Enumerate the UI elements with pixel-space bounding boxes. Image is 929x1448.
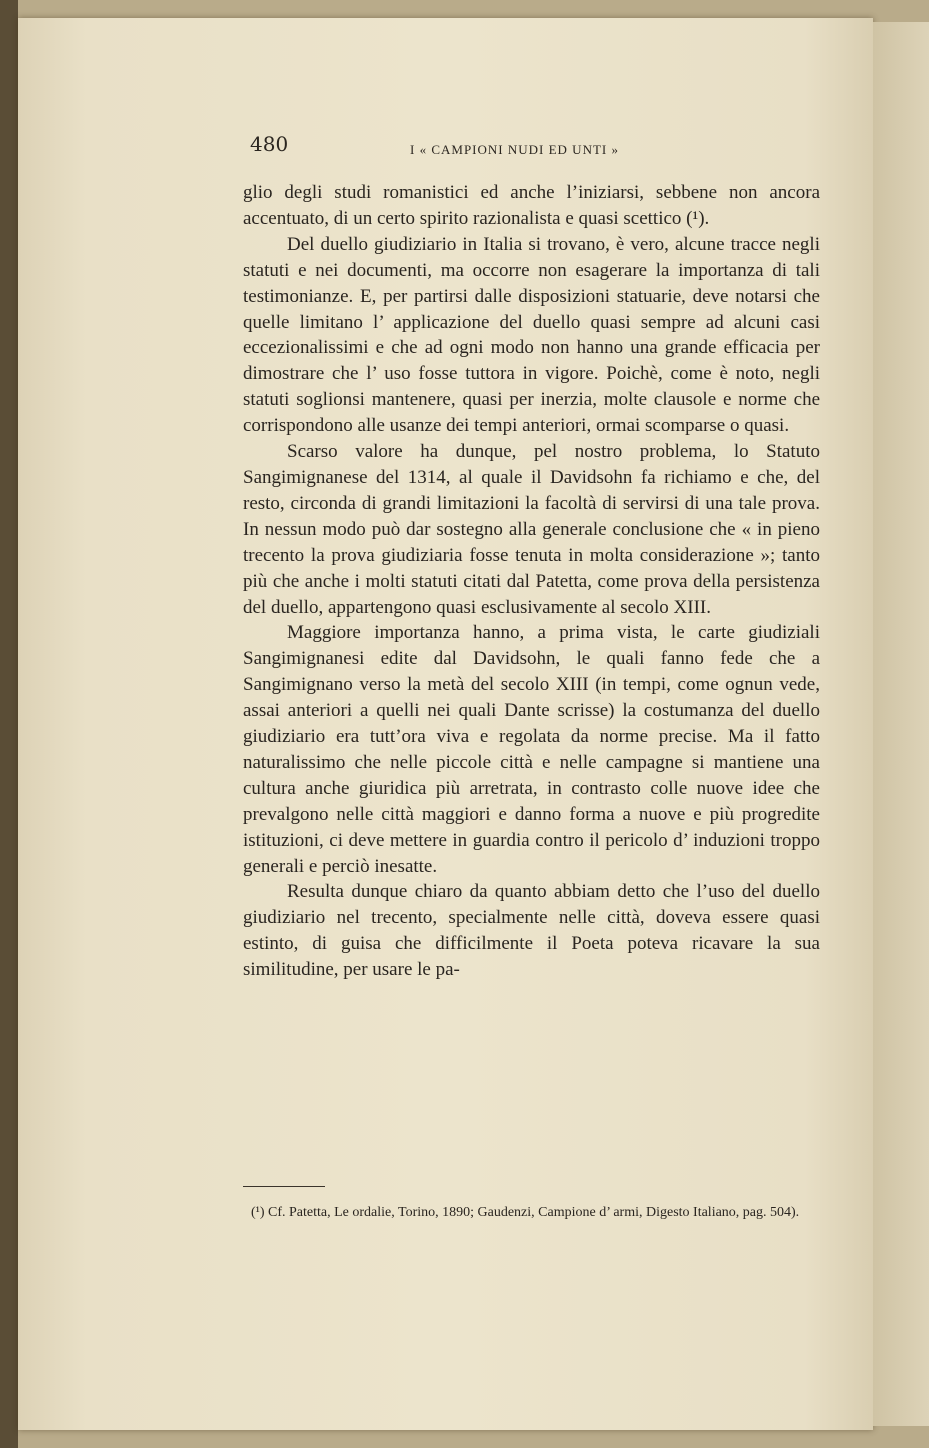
page-number: 480 [250,132,289,156]
page-header [250,132,720,158]
paragraph-3: Scarso valore ha dunque, pel nostro problema, lo Statuto Sangimignanese del 1314, al quale il Davidsohn fa richiamo e che, del resto, circonda di grandi limitazioni la facoltà di servirsi di una tale prova. In nessun modo può dar sostegno alla generale conclusione che « in pieno trecento la prova giudiziaria fosse tenuta in molta considerazione »; tanto più che anche i molti statuti citati dal Patetta, come prova della persistenza del duello, appartengono quasi esclusivamente al secolo XIII. [243,441,820,618]
paragraph-5: Resulta dunque chiaro da quanto abbiam detto che l’uso del duello giudiziario nel trecento, specialmente nelle città, doveva essere quasi estinto, di guisa che difficilmente il Poeta poteva ricavare la sua similitudine, per usare le pa- [243,881,820,981]
facing-page-edge [873,22,929,1426]
paragraph-2: Del duello giudiziario in Italia si trovano, è vero, alcune tracce negli statuti e nei documenti, ma occorre non esagerare la importanza di tali testimonianze. E, per partirsi dalle disposizioni statuarie, deve notarsi che quelle limitano l’ applicazione del duello quasi sempre ad alcuni casi eccezionalissimi e che ad ogni modo non hanno una grande efficacia per dimostrare che l’ uso fosse tuttora in vigore. Poichè, come è noto, negli statuti soglionsi mantenere, quasi per inerzia, molte clausole e norme che corrispondono alle usanze dei tempi anteriori, ormai scomparse o quasi. [243,233,820,437]
body-text [243,180,820,983]
scan-edge [0,0,18,1448]
footnote-divider [243,1186,325,1187]
paragraph-4: Maggiore importanza hanno, a prima vista, le carte giudiziali Sangimignanesi edite dal Davidsohn, le quali fanno fede che a Sangimignano verso la metà del secolo XIII (in tempi, come ognun vede, assai anteriori a quelli nei quali Dante scrisse) la costumanza del duello giudiziario era tutt’ora viva e regolata da norme precise. Ma il fatto naturalissimo che nelle piccole città e nelle campagne si mantiene una cultura anche giuridica più arretrata, in contrasto colle nuove idee che prevalgono nelle città maggiori e danno forma a nuove e più progredite istituzioni, ci deve mettere in guardia contro il pericolo d’ induzioni troppo generali e perciò inesatte. [243,622,820,877]
paragraph-1: glio degli studi romanistici ed anche l’iniziarsi, sebbene non ancora accentuato, di un certo spirito razionalista e quasi scettico (¹). [243,182,820,229]
running-title: I « CAMPIONI NUDI ED UNTI » [410,142,619,157]
footnote: (¹) Cf. Patetta, Le ordalie, Torino, 1890; Gaudenzi, Campione d’ armi, Digesto Italiano, pag. 504). [251,1205,800,1220]
